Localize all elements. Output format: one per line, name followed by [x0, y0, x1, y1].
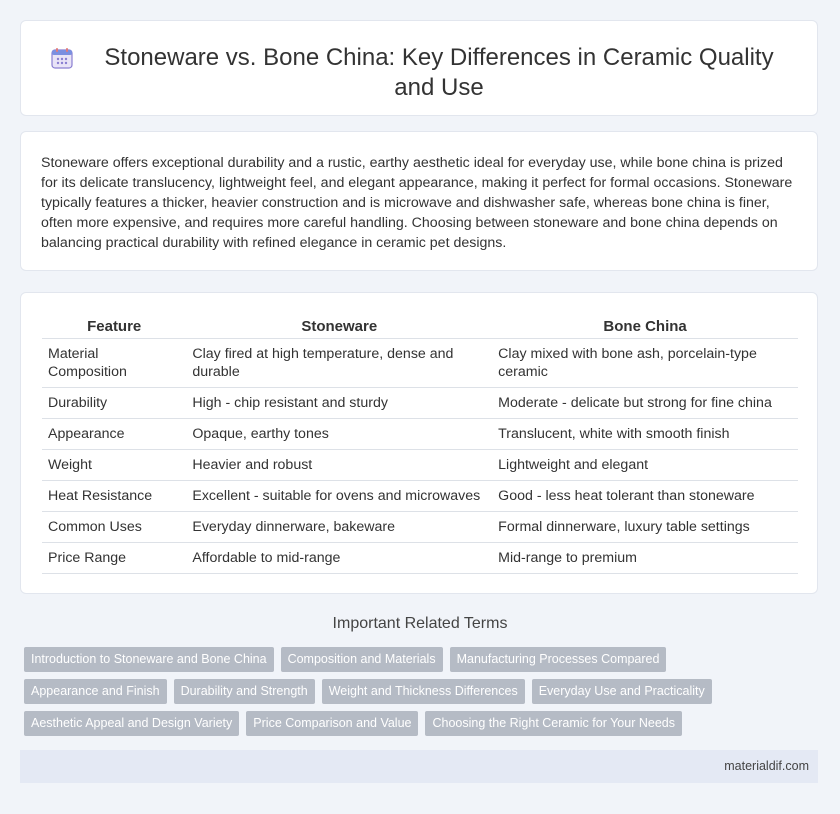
tag-aesthetic[interactable]: Aesthetic Appeal and Design Variety [24, 711, 239, 736]
tag-durability[interactable]: Durability and Strength [174, 679, 315, 704]
table-cell: Weight [42, 450, 186, 481]
table-cell: Common Uses [42, 512, 186, 543]
comparison-table-card [20, 292, 818, 594]
table-cell: High - chip resistant and sturdy [186, 388, 492, 419]
title-card [20, 20, 818, 116]
table-row [42, 512, 798, 543]
table-cell: Clay fired at high temperature, dense and durable [186, 339, 492, 388]
intro-card [20, 131, 818, 271]
table-cell: Clay mixed with bone ash, porcelain-type ceramic [492, 339, 798, 388]
table-cell: Everyday dinnerware, bakeware [186, 512, 492, 543]
tag-introduction[interactable]: Introduction to Stoneware and Bone China [24, 647, 274, 672]
tag-everyday-use[interactable]: Everyday Use and Practicality [532, 679, 712, 704]
table-cell: Moderate - delicate but strong for fine china [492, 388, 798, 419]
table-cell: Excellent - suitable for ovens and microwaves [186, 481, 492, 512]
related-terms-tags [24, 647, 814, 743]
table-cell: Translucent, white with smooth finish [492, 419, 798, 450]
tag-appearance[interactable]: Appearance and Finish [24, 679, 167, 704]
intro-paragraph: Stoneware offers exceptional durability and a rustic, earthy aesthetic ideal for everyday use, while bone china is prized for its delicate translucency, lightweight feel, and elegant appearance, making it perfect for formal occasions. Stoneware typically features a thicker, heavier construction and is microwave and dishwasher safe, whereas bone china is finer, often more expensive, and requires more careful handling. Choosing between stoneware and bone china depends on balancing practical durability with refined elegance in ceramic pet designs. [41, 155, 793, 251]
table-row [42, 419, 798, 450]
table-row [42, 339, 798, 388]
table-row [42, 388, 798, 419]
table-cell: Appearance [42, 419, 186, 450]
table-cell: Mid-range to premium [492, 543, 798, 574]
table-row [42, 543, 798, 574]
table-cell: Heavier and robust [186, 450, 492, 481]
table-row [42, 450, 798, 481]
table-header-row [42, 315, 798, 339]
table-cell: Lightweight and elegant [492, 450, 798, 481]
table-cell: Heat Resistance [42, 481, 186, 512]
page-title: Stoneware vs. Bone China: Key Differences in Ceramic Quality and Use [104, 44, 774, 101]
tag-manufacturing[interactable]: Manufacturing Processes Compared [450, 647, 667, 672]
header-stoneware: Stoneware [186, 315, 492, 339]
table-cell: Opaque, earthy tones [186, 419, 492, 450]
related-terms-title: Important Related Terms [332, 615, 508, 632]
table-row [42, 481, 798, 512]
table-cell: Material Composition [42, 339, 186, 388]
table-cell: Durability [42, 388, 186, 419]
footer-site-link[interactable]: materialdif.com [724, 759, 809, 773]
header-feature: Feature [42, 315, 186, 339]
tag-weight[interactable]: Weight and Thickness Differences [322, 679, 525, 704]
tag-choosing[interactable]: Choosing the Right Ceramic for Your Needs [425, 711, 682, 736]
table-cell: Formal dinnerware, luxury table settings [492, 512, 798, 543]
footer [20, 750, 818, 783]
table-cell: Affordable to mid-range [186, 543, 492, 574]
table-cell: Good - less heat tolerant than stoneware [492, 481, 798, 512]
header-bone-china: Bone China [492, 315, 798, 339]
tag-composition[interactable]: Composition and Materials [281, 647, 443, 672]
table-cell: Price Range [42, 543, 186, 574]
comparison-table [42, 315, 798, 574]
tag-price[interactable]: Price Comparison and Value [246, 711, 418, 736]
